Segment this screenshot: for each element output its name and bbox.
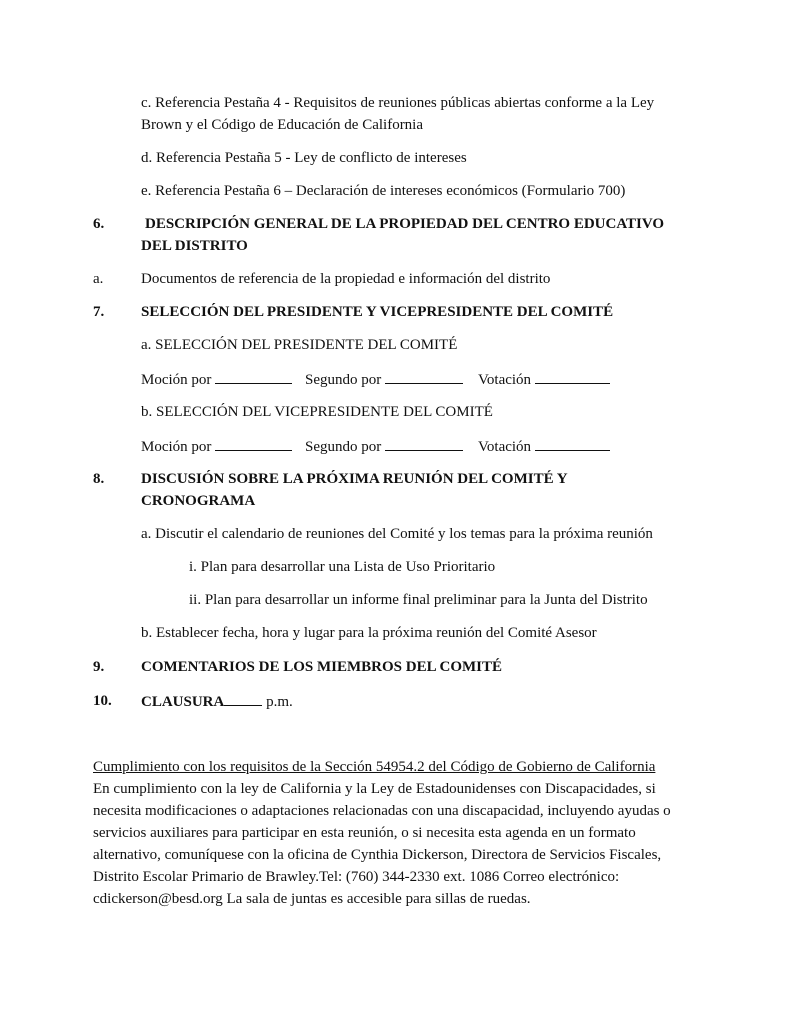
president-second-field: [305, 368, 463, 391]
vote-label: Votación: [478, 439, 532, 455]
ref-d: d. Referencia Pestaña 5 - Ley de conflicto de intereses: [141, 150, 467, 166]
closing-time-blank[interactable]: [224, 690, 262, 706]
vote-label: Votación: [478, 372, 532, 388]
section-6-title-line2: DEL DISTRITO: [141, 238, 248, 254]
compliance-line5: Distrito Escolar Primario de Brawley.Tel: (760) 344-2330 ext. 1086 Correo electrónico:: [93, 869, 620, 885]
president-motion-field: [141, 368, 292, 391]
compliance-line6: cdickerson@besd.org La sala de juntas es accesible para sillas de ruedas.: [93, 891, 531, 907]
vice-motion-field: [141, 435, 292, 458]
motion-blank[interactable]: [215, 435, 292, 451]
closing-label: CLAUSURA: [141, 694, 225, 710]
ref-e: e. Referencia Pestaña 6 – Declaración de intereses económicos (Formulario 700): [141, 183, 626, 199]
compliance-line2: necesita modificaciones o adaptaciones relacionadas con una discapacidad, incluyendo ayudas o: [93, 803, 671, 819]
second-label: Segundo por: [305, 372, 382, 388]
compliance-heading: Cumplimiento con los requisitos de la Sección 54954.2 del Código de Gobierno de California: [93, 759, 656, 775]
section-7-number: 7.: [93, 304, 105, 320]
compliance-line3: servicios auxiliares para participar en esta reunión, o si necesita esta agenda en un formato: [93, 825, 636, 841]
closing-suffix: p.m.: [266, 694, 293, 710]
motion-label: Moción por: [141, 372, 212, 388]
section-8-number: 8.: [93, 471, 105, 487]
section-8-a: a. Discutir el calendario de reuniones del Comité y los temas para la próxima reunión: [141, 526, 653, 542]
motion-blank[interactable]: [215, 368, 292, 384]
section-9-title: COMENTARIOS DE LOS MIEMBROS DEL COMITÉ: [141, 659, 503, 675]
section-8-a-ii: ii. Plan para desarrollar un informe final preliminar para la Junta del Distrito: [189, 592, 648, 608]
section-8-a-i: i. Plan para desarrollar una Lista de Uso Prioritario: [189, 559, 496, 575]
motion-label: Moción por: [141, 439, 212, 455]
vote-blank[interactable]: [535, 435, 610, 451]
ref-c-line1: c. Referencia Pestaña 4 - Requisitos de reuniones públicas abiertas conforme a la Ley: [141, 95, 655, 111]
section-9-number: 9.: [93, 659, 105, 675]
closing-field: [141, 690, 293, 713]
vice-second-field: [305, 435, 463, 458]
section-6-number: 6.: [93, 216, 105, 232]
second-label: Segundo por: [305, 439, 382, 455]
ref-c-line2: Brown y el Código de Educación de California: [141, 117, 424, 133]
second-blank[interactable]: [385, 368, 463, 384]
vice-vote-field: [478, 435, 610, 458]
section-7-a: a. SELECCIÓN DEL PRESIDENTE DEL COMITÉ: [141, 337, 458, 353]
section-8-b: b. Establecer fecha, hora y lugar para la próxima reunión del Comité Asesor: [141, 625, 597, 641]
compliance-line1: En cumplimiento con la ley de California y la Ley de Estadounidenses con Discapacidades, si: [93, 781, 656, 797]
section-7-title: SELECCIÓN DEL PRESIDENTE Y VICEPRESIDENTE DEL COMITÉ: [141, 304, 614, 320]
section-8-title-line1: DISCUSIÓN SOBRE LA PRÓXIMA REUNIÓN DEL COMITÉ Y: [141, 471, 568, 487]
second-blank[interactable]: [385, 435, 463, 451]
section-10-number: 10.: [93, 693, 112, 709]
section-6-a-label: a.: [93, 271, 104, 287]
section-7-b: b. SELECCIÓN DEL VICEPRESIDENTE DEL COMITÉ: [141, 404, 493, 420]
section-6-title-line1: DESCRIPCIÓN GENERAL DE LA PROPIEDAD DEL CENTRO EDUCATIVO: [145, 216, 665, 232]
compliance-line4: alternativo, comuníquese con la oficina de Cynthia Dickerson, Directora de Servicios Fiscales,: [93, 847, 662, 863]
president-vote-field: [478, 368, 610, 391]
vote-blank[interactable]: [535, 368, 610, 384]
section-6-a-text: Documentos de referencia de la propiedad e información del distrito: [141, 271, 551, 287]
section-8-title-line2: CRONOGRAMA: [141, 493, 256, 509]
